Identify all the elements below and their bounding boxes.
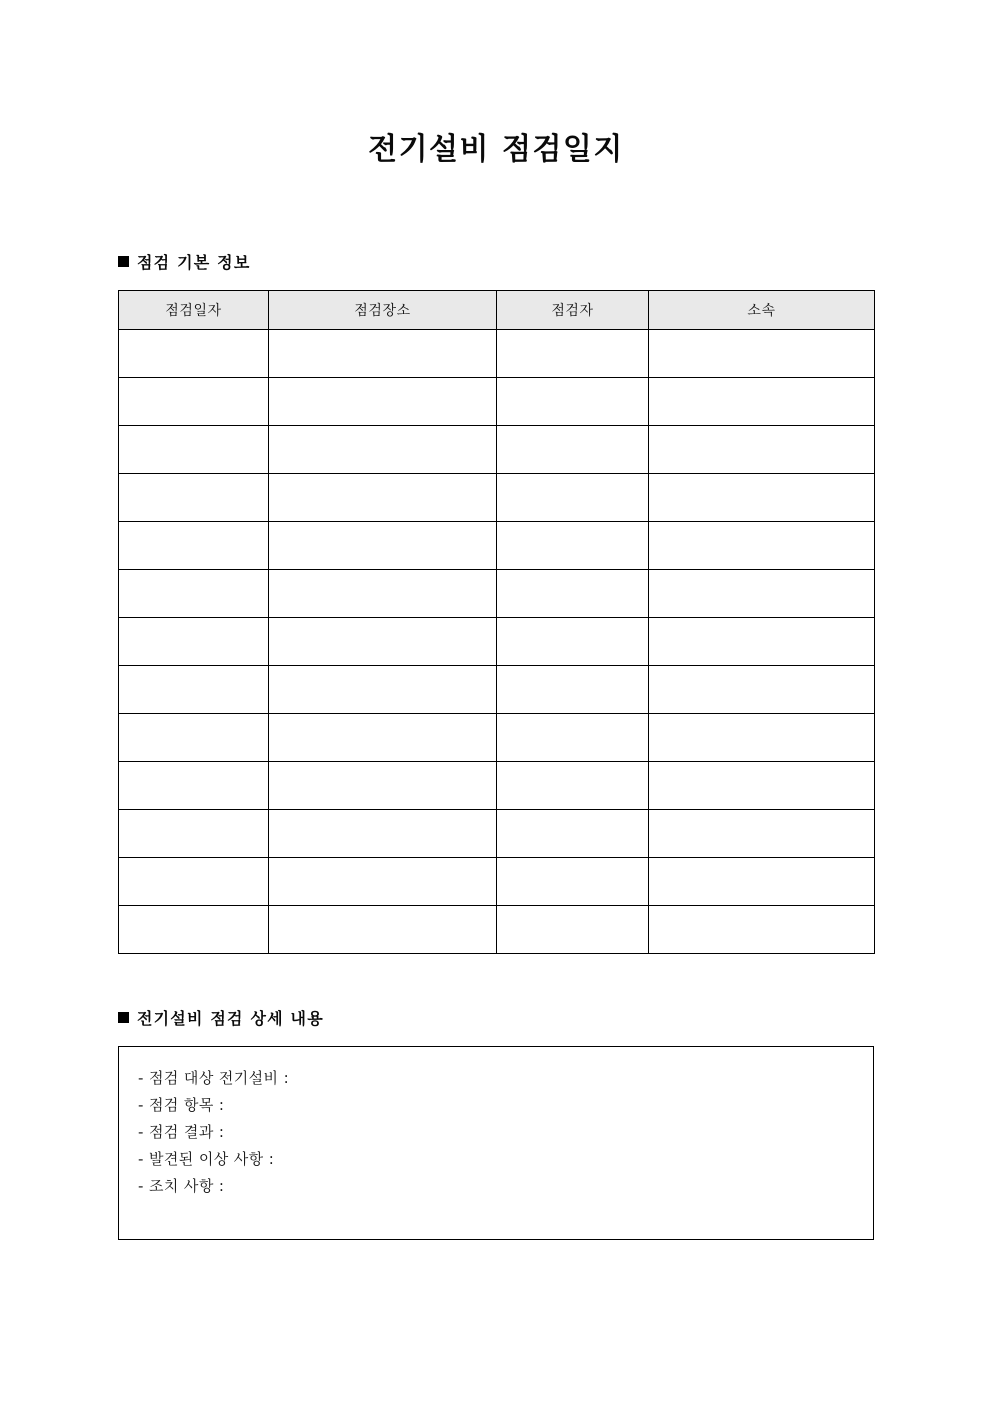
detail-line-actions-taken: - 조치 사항 : — [138, 1177, 225, 1195]
page-title: 전기설비 점검일지 — [368, 132, 624, 167]
cell-affiliation[interactable] — [649, 426, 875, 474]
detail-content-box[interactable] — [118, 1046, 874, 1240]
cell-inspection-place[interactable] — [269, 330, 497, 378]
cell-inspection-date[interactable] — [119, 522, 269, 570]
detail-line-inspection-items: - 점검 항목 : — [138, 1096, 225, 1114]
cell-inspector[interactable] — [497, 618, 649, 666]
cell-affiliation[interactable] — [649, 330, 875, 378]
cell-affiliation[interactable] — [649, 522, 875, 570]
table-row — [119, 474, 875, 522]
cell-inspector[interactable] — [497, 810, 649, 858]
black-square-bullet-icon — [118, 1012, 129, 1023]
table-row — [119, 426, 875, 474]
cell-affiliation[interactable] — [649, 618, 875, 666]
cell-inspection-date[interactable] — [119, 330, 269, 378]
basic-info-table — [118, 290, 875, 954]
cell-inspection-place[interactable] — [269, 570, 497, 618]
cell-inspection-date[interactable] — [119, 378, 269, 426]
cell-inspection-place[interactable] — [269, 474, 497, 522]
section-heading-detail-label: 전기설비 점검 상세 내용 — [137, 1009, 324, 1028]
cell-inspection-date[interactable] — [119, 474, 269, 522]
cell-inspector[interactable] — [497, 714, 649, 762]
table-header-row — [119, 291, 875, 330]
cell-inspection-place[interactable] — [269, 426, 497, 474]
cell-affiliation[interactable] — [649, 762, 875, 810]
cell-inspection-date[interactable] — [119, 810, 269, 858]
section-heading-detail — [118, 1006, 324, 1029]
cell-inspection-place[interactable] — [269, 618, 497, 666]
column-header-inspection-date: 점검일자 — [119, 291, 269, 330]
detail-line-inspection-result: - 점검 결과 : — [138, 1123, 225, 1141]
table-row — [119, 522, 875, 570]
cell-inspection-place[interactable] — [269, 810, 497, 858]
basic-info-table-body — [119, 330, 875, 954]
cell-affiliation[interactable] — [649, 570, 875, 618]
cell-inspector[interactable] — [497, 666, 649, 714]
section-heading-basic-info — [118, 250, 250, 273]
column-header-inspection-place: 점검장소 — [269, 291, 497, 330]
section-heading-basic-info-label: 점검 기본 정보 — [137, 253, 251, 272]
table-row — [119, 714, 875, 762]
column-header-affiliation: 소속 — [649, 291, 875, 330]
cell-inspector[interactable] — [497, 426, 649, 474]
table-row — [119, 378, 875, 426]
cell-inspector[interactable] — [497, 906, 649, 954]
detail-line-target-equipment: - 점검 대상 전기설비 : — [138, 1069, 290, 1087]
table-row — [119, 330, 875, 378]
table-row — [119, 618, 875, 666]
column-header-inspector: 점검자 — [497, 291, 649, 330]
cell-inspection-place[interactable] — [269, 522, 497, 570]
table-row — [119, 858, 875, 906]
cell-inspection-place[interactable] — [269, 858, 497, 906]
cell-inspector[interactable] — [497, 378, 649, 426]
cell-inspector[interactable] — [497, 474, 649, 522]
cell-inspector[interactable] — [497, 570, 649, 618]
cell-inspector[interactable] — [497, 858, 649, 906]
cell-affiliation[interactable] — [649, 474, 875, 522]
cell-inspection-place[interactable] — [269, 906, 497, 954]
cell-inspection-date[interactable] — [119, 618, 269, 666]
cell-inspection-date[interactable] — [119, 714, 269, 762]
cell-affiliation[interactable] — [649, 666, 875, 714]
cell-inspection-date[interactable] — [119, 666, 269, 714]
table-row — [119, 906, 875, 954]
cell-inspector[interactable] — [497, 330, 649, 378]
table-row — [119, 810, 875, 858]
cell-inspector[interactable] — [497, 522, 649, 570]
table-row — [119, 762, 875, 810]
cell-affiliation[interactable] — [649, 714, 875, 762]
cell-affiliation[interactable] — [649, 810, 875, 858]
cell-inspection-place[interactable] — [269, 714, 497, 762]
cell-inspection-date[interactable] — [119, 570, 269, 618]
cell-affiliation[interactable] — [649, 378, 875, 426]
basic-info-table-container — [118, 290, 874, 954]
cell-inspection-place[interactable] — [269, 666, 497, 714]
cell-inspection-date[interactable] — [119, 426, 269, 474]
cell-inspection-date[interactable] — [119, 762, 269, 810]
cell-inspection-place[interactable] — [269, 762, 497, 810]
table-row — [119, 570, 875, 618]
cell-inspector[interactable] — [497, 762, 649, 810]
detail-line-found-anomalies: - 발견된 이상 사항 : — [138, 1150, 275, 1168]
cell-affiliation[interactable] — [649, 858, 875, 906]
cell-inspection-date[interactable] — [119, 858, 269, 906]
black-square-bullet-icon — [118, 256, 129, 267]
cell-inspection-place[interactable] — [269, 378, 497, 426]
cell-inspection-date[interactable] — [119, 906, 269, 954]
table-row — [119, 666, 875, 714]
cell-affiliation[interactable] — [649, 906, 875, 954]
